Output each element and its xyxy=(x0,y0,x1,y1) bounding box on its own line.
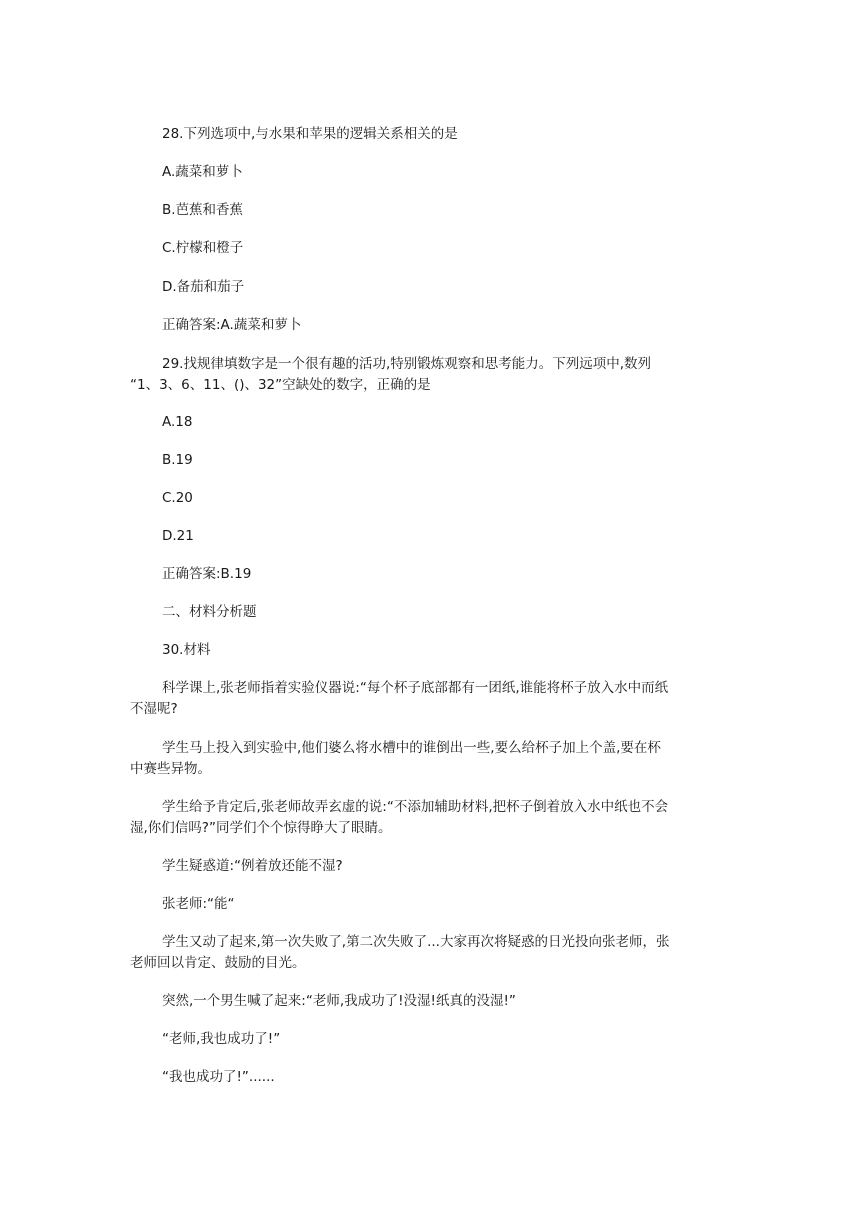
material-paragraph-1-line2: 不湿呢? xyxy=(130,701,178,717)
question-29-option-b: B.19 xyxy=(162,452,193,468)
question-29-text-line2: “1、3、6、11、()、32”空缺处的数字，正确的是 xyxy=(130,377,431,393)
question-30-label: 30.材料 xyxy=(162,642,211,658)
material-paragraph-1-line1: 科学课上,张老师指着实验仪器说:“每个杯子底部都有一团纸,谁能将杯子放入水中而纸 xyxy=(162,680,669,696)
material-paragraph-9: “我也成功了!”...... xyxy=(162,1069,275,1085)
question-29-option-d: D.21 xyxy=(162,528,194,544)
question-28-option-a: A.蔬菜和萝卜 xyxy=(162,164,243,180)
question-28-option-b: B.芭蕉和香蕉 xyxy=(162,202,244,218)
material-paragraph-7: 突然,一个男生喊了起来:“老师,我成功了!没湿!纸真的没湿!” xyxy=(162,993,516,1009)
question-28-option-d: D.备茄和茄子 xyxy=(162,279,245,295)
material-paragraph-4: 学生疑惑道:“例着放还能不湿? xyxy=(162,858,343,874)
section-heading: 二、材料分析题 xyxy=(162,604,257,620)
material-paragraph-2-line1: 学生马上投入到实验中,他们婆么将水槽中的谁倒出一些,要么给杯子加上个盖,要在杯 xyxy=(162,740,661,756)
material-paragraph-6-line1: 学生又动了起来,第一次失败了,第二次失败了...大家再次将疑惑的日光投向张老师，张 xyxy=(162,934,670,950)
question-29-answer: 正确答案:B.19 xyxy=(162,566,252,582)
material-paragraph-3-line1: 学生给予肯定后,张老师故弄玄虚的说:“不添加辅助材料,把杯子倒着放入水中纸也不会 xyxy=(162,799,669,815)
material-paragraph-6-line2: 老师回以肯定、鼓励的目光。 xyxy=(130,955,306,971)
material-paragraph-5: 张老师:“能“ xyxy=(162,896,235,912)
question-28-option-c: C.柠檬和橙子 xyxy=(162,240,244,256)
material-paragraph-3-line2: 湿,你们信吗?”同学们个个惊得睁大了眼睛。 xyxy=(130,820,392,836)
material-paragraph-2-line2: 中赛些异物。 xyxy=(130,761,211,777)
question-28-text: 28.下列选项中,与水果和苹果的逻辑关系相关的是 xyxy=(162,126,458,142)
question-28-answer: 正确答案:A.蔬菜和萝卜 xyxy=(162,317,302,333)
question-29-text-line1: 29.找规律填数字是一个很有趣的活功,特别锻炼观察和思考能力。下列远项中,数列 xyxy=(162,356,652,372)
material-paragraph-8: “老师,我也成功了!” xyxy=(162,1031,281,1047)
question-29-option-c: C.20 xyxy=(162,490,193,506)
question-29-option-a: A.18 xyxy=(162,414,193,430)
